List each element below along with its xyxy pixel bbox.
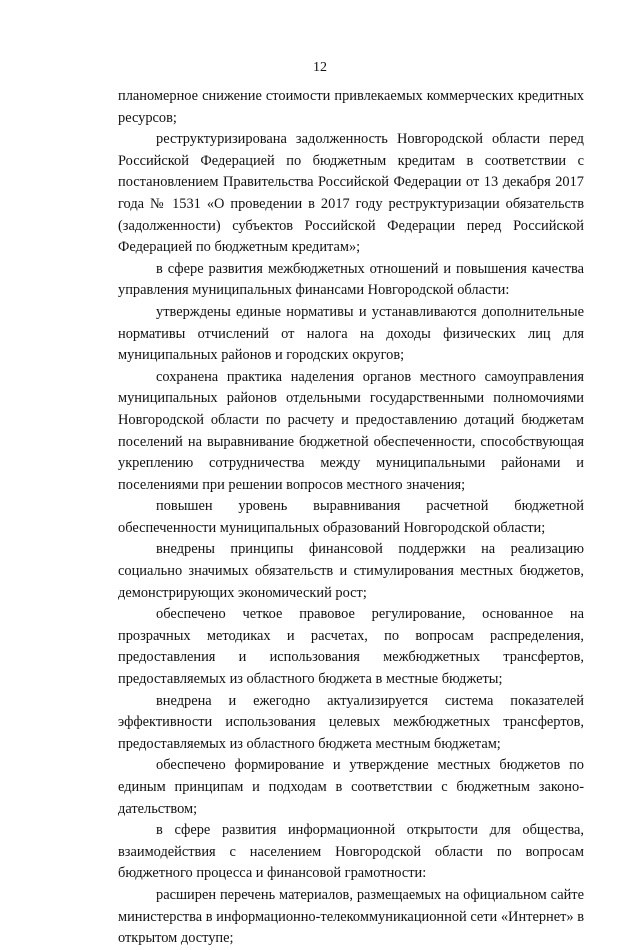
paragraph: утверждены единые нормативы и устанавливаются дополнительные нормативы отчислений от налога на доходы физических лиц для муниципальных районов и городских округов; [118,303,584,364]
paragraph: обеспечено четкое правовое регулирование, основанное на прозрачных методиках и расчетах, по вопросам распределения, предоставления и использования межбюджетных трансфертов, предоставляемых из областного бюджета в местные бюджеты; [118,606,584,688]
paragraph: в сфере развития межбюджетных отношений и повышения качества управления муниципальных финансами Новгородской области: [118,260,584,299]
paragraph: внедрена и ежегодно актуализируется система показателей эффективности использования целевых межбюджетных трансфертов, предоставляемых из областного бюджета местным бюджетам; [118,692,584,752]
paragraph: обеспечено формирование и утверждение местных бюджетов по единым принципам и подходам в соответствии с бюджетным законодательством; [118,757,584,817]
paragraph: в сфере развития информационной открытости для общества, взаимодействия с населением Новгородской области по вопросам бюджетного процесса и финансовой грамотности: [118,822,584,882]
paragraph: реструктуризирована задолженность Новгородской области перед Российской Федерацией по бюджетным кредитам в соответствии с постановлением Правительства Российской Федерации от 13 декабря 2017 года № 1531 «О проведении в 2017 году реструктуризации обязательств (задолженности) субъектов Российской Федерации перед Российской Федерацией по бюджетным кредитам»; [118,131,584,256]
paragraph: планомерное снижение стоимости привлекаемых коммерческих кредитных ресурсов; [118,88,584,126]
paragraph: сохранена практика наделения органов местного самоуправления муниципальных районов отдельными государственными полномочиями Новгородской области по расчету и предоставлению дотаций бюджетам поселений на выравнивание бюджетной обеспеченности, способствующая укреплению сотрудничества между муниципальными районами и поселениями при решении вопросов местного значения; [118,368,584,493]
paragraph: внедрены принципы финансовой поддержки на реализацию социально значимых обязательств и стимулирования местных бюджетов, демонстрирующих экономический рост; [118,541,584,601]
paragraph: расширен перечень материалов, размещаемых на официальном сайте министерства в информационно-телекоммуникационной сети «Интернет» в открытом доступе; [118,886,584,947]
document-body [118,86,584,950]
page-number: 12 [313,60,327,75]
paragraph: повышен уровень выравнивания расчетной бюджетной обеспеченности муниципальных образований Новгородской области; [118,498,584,536]
